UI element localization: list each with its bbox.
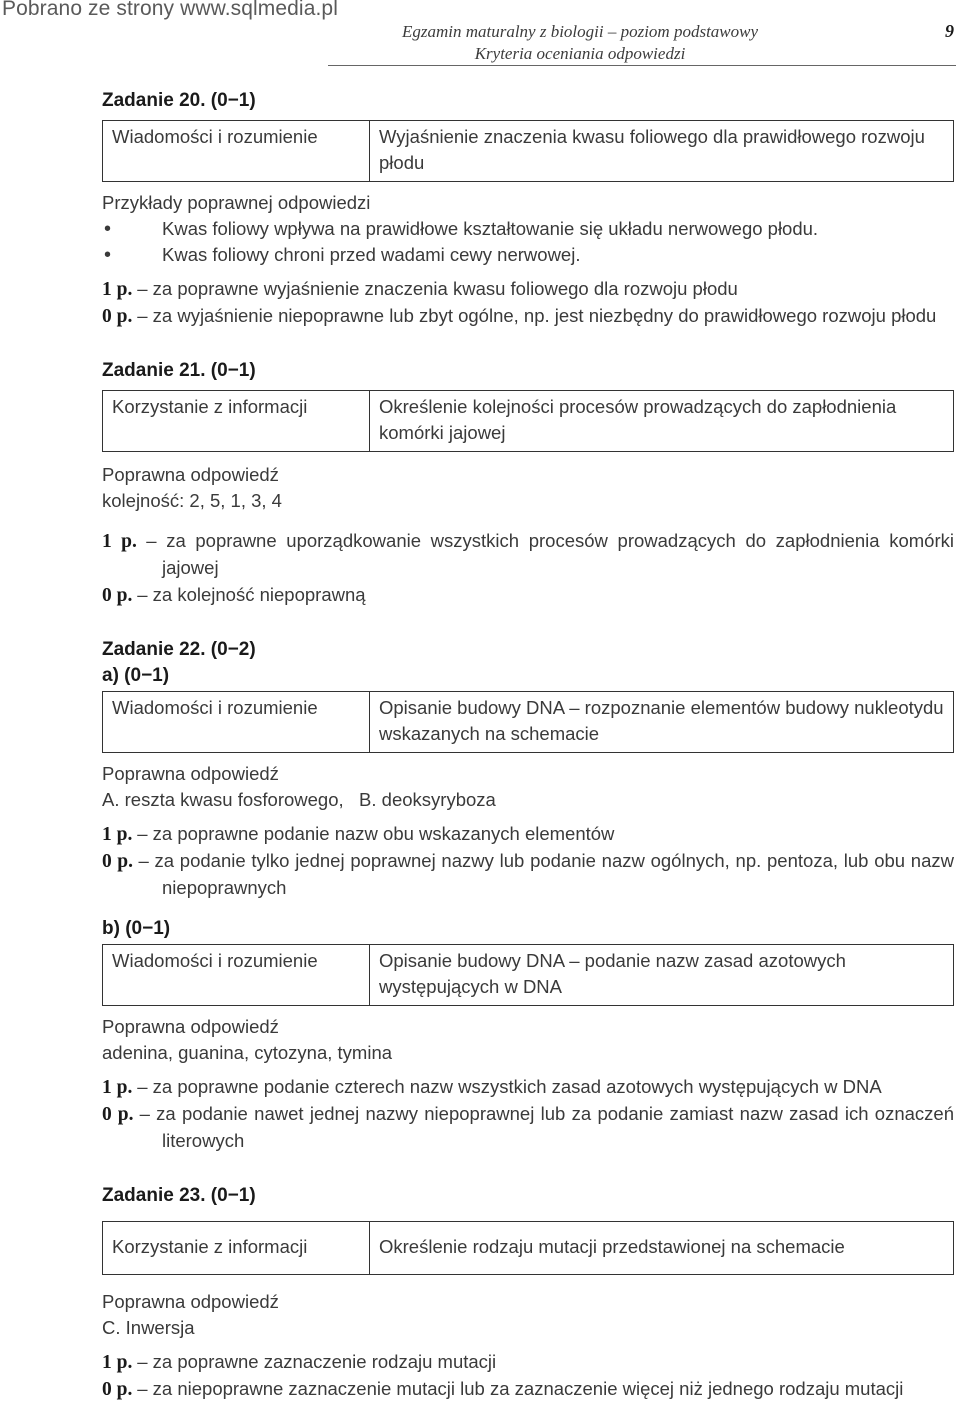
task-22 (102, 637, 954, 1155)
task-22a-criterion-0 (102, 848, 954, 902)
task-23-requirement-cell: Określenie rodzaju mutacji przedstawionej na schemacie (370, 1222, 954, 1275)
list-item: • Kwas foliowy chroni przed wadami cewy nerwowej. (102, 242, 954, 268)
task-22a-requirements-table (102, 691, 954, 753)
task-23-answer: C. Inwersja (102, 1317, 195, 1338)
criterion-text: – za podanie tylko jednej poprawnej nazwy lub podanie nazw ogólnych, np. pentoza, lub obu nazw niepoprawnych (138, 850, 954, 898)
task-23 (102, 1183, 954, 1403)
points-label: 1 p. (102, 824, 133, 845)
task-21 (102, 358, 954, 609)
points-label: 0 p. (102, 585, 133, 606)
task-22b-answer-label: Poprawna odpowiedź (102, 1016, 279, 1037)
points-label: 0 p. (102, 1104, 134, 1125)
task-21-criterion-1 (102, 528, 954, 582)
points-label: 0 p. (102, 306, 133, 327)
task-22b-criterion-0 (102, 1101, 954, 1155)
task-21-answer: kolejność: 2, 5, 1, 3, 4 (102, 490, 282, 511)
watermark: Pobrano ze strony www.sqlmedia.pl (2, 0, 338, 20)
list-item: • Kwas foliowy wpływa na prawidłowe kształtowanie się układu nerwowego płodu. (102, 216, 954, 242)
criterion-text: – za wyjaśnienie niepoprawne lub zbyt ogólne, np. jest niezbędny do prawidłowego rozwoju płodu (137, 305, 937, 326)
task-22a-requirement-cell: Opisanie budowy DNA – rozpoznanie elementów budowy nukleotydu wskazanych na schemacie (370, 692, 954, 753)
task-21-title: Zadanie 21. (0−1) (102, 360, 256, 381)
task-21-requirement-cell: Określenie kolejności procesów prowadzących do zapłodnienia komórki jajowej (370, 391, 954, 452)
points-label: 1 p. (102, 1077, 133, 1098)
task-22b-criterion-1 (102, 1074, 954, 1101)
task-20-examples-label: Przykłady poprawnej odpowiedzi (102, 192, 371, 213)
points-label: 0 p. (102, 1379, 133, 1400)
task-22a-answer-label: Poprawna odpowiedź (102, 763, 279, 784)
task-22b-requirements-table (102, 944, 954, 1006)
header-exam-title: Egzamin maturalny z biologii – poziom podstawowy (401, 22, 759, 41)
task-23-criterion-0 (102, 1376, 954, 1403)
criterion-text: – za poprawne podanie czterech nazw wszystkich zasad azotowych występujących w DNA (137, 1076, 882, 1097)
task-22a-criterion-1 (102, 821, 954, 848)
task-21-criterion-0 (102, 582, 954, 609)
task-20-requirements-table (102, 120, 954, 182)
criterion-text: – za poprawne uporządkowanie wszystkich procesów prowadzących do zapłodnienia komórki jajowej (146, 530, 954, 578)
points-label: 1 p. (102, 531, 137, 552)
task-22a-title: a) (0−1) (102, 665, 170, 686)
task-23-answer-label: Poprawna odpowiedź (102, 1291, 279, 1312)
task-20-skill-cell: Wiadomości i rozumienie (103, 121, 370, 182)
task-20 (102, 88, 954, 330)
page-number: 9 (945, 21, 954, 41)
task-21-requirements-table (102, 390, 954, 452)
header-subtitle: Kryteria oceniania odpowiedzi (474, 44, 686, 63)
points-label: 1 p. (102, 279, 133, 300)
task-21-answer-label: Poprawna odpowiedź (102, 464, 279, 485)
task-22b-title: b) (0−1) (102, 918, 171, 939)
task-20-examples-list (102, 216, 954, 268)
task-21-skill-cell: Korzystanie z informacji (103, 391, 370, 452)
task-20-title: Zadanie 20. (0−1) (102, 90, 256, 111)
task-23-skill-cell: Korzystanie z informacji (103, 1222, 370, 1275)
task-20-requirement-cell: Wyjaśnienie znaczenia kwasu foliowego dla prawidłowego rozwoju płodu (370, 121, 954, 182)
criterion-text: – za kolejność niepoprawną (137, 584, 366, 605)
page-content (102, 88, 954, 1403)
task-22a-skill-cell: Wiadomości i rozumienie (103, 692, 370, 753)
task-22b-skill-cell: Wiadomości i rozumienie (103, 945, 370, 1006)
criterion-text: – za poprawne podanie nazw obu wskazanych elementów (137, 823, 615, 844)
criterion-text: – za podanie nawet jednej nazwy niepoprawnej lub za podanie zamiast nazw zasad ich oznaczeń literowych (139, 1103, 954, 1151)
task-20-criterion-0 (102, 303, 954, 330)
points-label: 0 p. (102, 851, 133, 872)
task-23-criterion-1 (102, 1349, 954, 1376)
criterion-text: – za poprawne zaznaczenie rodzaju mutacji (137, 1351, 497, 1372)
header-rule (328, 65, 956, 66)
task-22b-requirement-cell: Opisanie budowy DNA – podanie nazw zasad azotowych występujących w DNA (370, 945, 954, 1006)
task-23-requirements-table (102, 1221, 954, 1275)
points-label: 1 p. (102, 1352, 133, 1373)
task-20-criterion-1 (102, 276, 954, 303)
task-22b-answer: adenina, guanina, cytozyna, tymina (102, 1042, 393, 1063)
task-22-title: Zadanie 22. (0−2) (102, 639, 256, 660)
criterion-text: – za niepoprawne zaznaczenie mutacji lub za zaznaczenie więcej niż jednego rodzaju mutacji (137, 1378, 904, 1399)
task-22a-answer: A. reszta kwasu fosforowego, B. deoksyryboza (102, 789, 496, 810)
task-23-title: Zadanie 23. (0−1) (102, 1185, 256, 1206)
criterion-text: – za poprawne wyjaśnienie znaczenia kwasu foliowego dla rozwoju płodu (137, 278, 738, 299)
